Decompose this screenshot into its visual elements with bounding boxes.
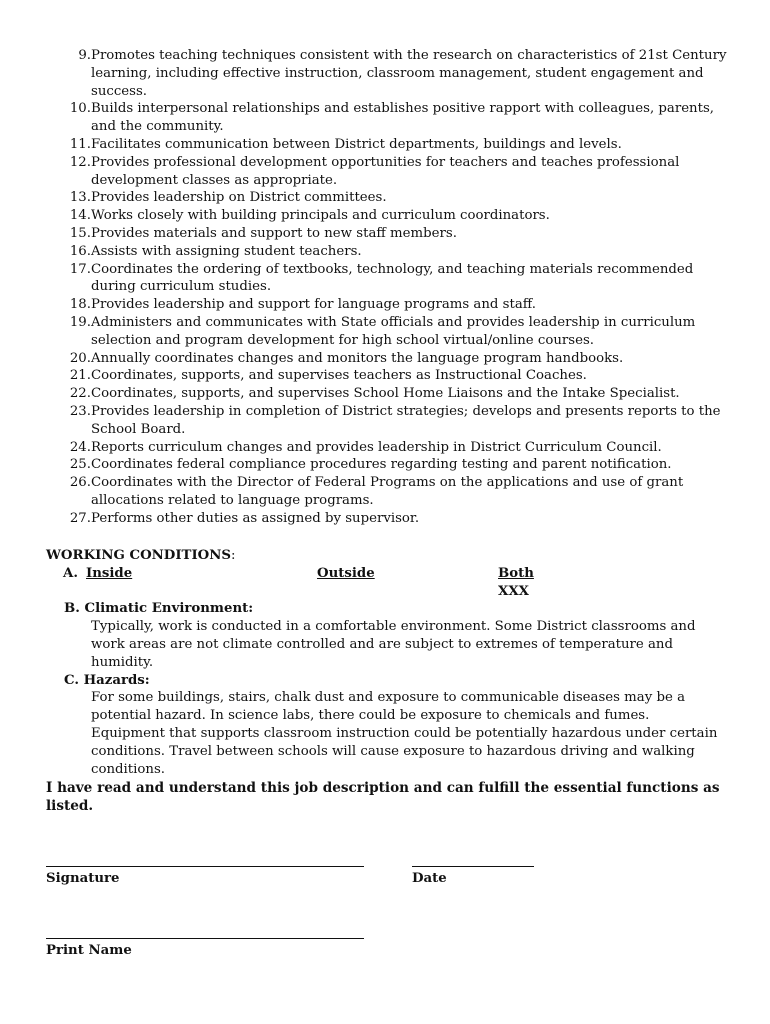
duty-text: Coordinates federal compliance procedures regarding testing and parent notification. [91,457,672,473]
duty-number: 14. [69,208,91,224]
duty-number: 25. [69,457,91,473]
duty-number: 26. [69,475,91,491]
duty-item [46,243,736,261]
duty-text: Coordinates the ordering of textbooks, technology, and teaching materials recommended during curriculum studies. [91,261,694,295]
duty-text: Performs other duties as assigned by supervisor. [91,510,420,526]
duty-item [46,403,736,439]
duty-text: Annually coordinates changes and monitors the language program handbooks. [91,350,624,366]
duty-item [46,136,736,154]
duty-item [46,510,736,528]
duty-number: 10. [69,101,91,117]
signature-line[interactable] [46,866,364,867]
duty-text: Assists with assigning student teachers. [91,243,362,259]
duty-text: Reports curriculum changes and provides leadership in District Curriculum Council. [91,439,662,455]
duty-item [46,189,736,207]
duty-item [46,385,736,403]
duty-number: 17. [69,261,91,277]
duty-item [46,225,736,243]
duty-number: 19. [69,314,91,330]
duty-number: 18. [69,297,91,313]
working-conditions-section [46,547,726,778]
work-location-mark-row [46,583,726,601]
duty-text: Promotes teaching techniques consistent with the research on characteristics of 21st Century learning, including effective instruction, classroom management, student engagement and success. [91,48,727,99]
duty-text: Provides leadership in completion of District strategies; develops and presents reports to the School Board. [91,403,721,437]
inside-label: Inside [86,565,133,581]
duty-item [46,154,736,190]
climatic-environment-label: B. Climatic Environment: [64,601,254,617]
duty-text: Works closely with building principals and curriculum coordinators. [91,208,550,224]
duty-item [46,100,736,136]
outside-label: Outside [317,565,375,581]
date-line[interactable] [412,866,534,867]
duty-number: 9. [78,48,91,63]
duty-item [46,207,736,225]
duty-number: 13. [69,190,91,206]
duty-item [46,367,736,385]
work-location-row [46,565,726,583]
duty-number: 16. [69,243,91,259]
duty-text: Coordinates with the Director of Federal Programs on the applications and use of grant allocations related to language programs. [91,475,684,508]
duty-text: Facilitates communication between District departments, buildings and levels. [91,136,622,152]
duty-number: 20. [69,350,91,366]
duty-number: 15. [69,225,91,241]
both-label: Both [498,565,534,581]
working-conditions-heading: WORKING CONDITIONS: [46,548,236,563]
duty-text: Administers and communicates with State officials and provides leadership in curriculum selection and program development for high school virtual/online courses. [91,314,696,348]
duty-item [46,350,736,368]
both-mark: XXX [498,583,529,599]
duties-list [46,47,736,528]
duty-text: Coordinates, supports, and supervises teachers as Instructional Coaches. [91,368,587,384]
duty-text: Provides professional development opportunities for teachers and teaches professional development classes as appropriate. [91,154,680,188]
print-name-line[interactable] [46,938,364,939]
duty-item [46,314,736,350]
duty-text: Provides leadership on District committees. [91,190,387,206]
duty-text: Provides leadership and support for language programs and staff. [91,297,536,313]
duty-item [46,47,736,100]
hazards-label: C. Hazards: [64,672,150,688]
acknowledgement-statement: I have read and understand this job description and can fulfill the essential functions as listed. [46,780,720,814]
duty-item [46,456,736,474]
duty-number: 11. [69,136,91,152]
duty-text: Builds interpersonal relationships and establishes positive rapport with colleagues, parents, and the community. [91,101,715,135]
duty-number: 24. [69,439,91,455]
climatic-environment-text: Typically, work is conducted in a comfortable environment. Some District classrooms and work areas are not climate controlled and are subject to extremes of temperature and humidity. [91,619,696,670]
duty-number: 23. [69,403,91,419]
signature-label: Signature [46,871,120,886]
date-label: Date [412,871,447,886]
duty-item [46,474,736,510]
duty-item [46,296,736,314]
duty-item [46,261,736,297]
duty-number: 21. [69,368,91,384]
duty-text: Coordinates, supports, and supervises School Home Liaisons and the Intake Specialist. [91,386,680,402]
duty-number: 22. [69,386,91,402]
print-name-label: Print Name [46,943,132,958]
duty-number: 12. [69,154,91,170]
item-a-prefix: A. [63,565,78,581]
duty-text: Provides materials and support to new staff members. [91,225,457,241]
hazards-text: For some buildings, stairs, chalk dust and exposure to communicable diseases may be a potential hazard. In science labs, there could be exposure to chemicals and fumes. Equipment that supports classroom instruction could be potentially hazardous under certain conditions. Travel between schools will cause exposure to hazardous driving and walking conditions. [91,690,718,777]
duty-number: 27. [69,510,91,526]
duty-item [46,439,736,457]
